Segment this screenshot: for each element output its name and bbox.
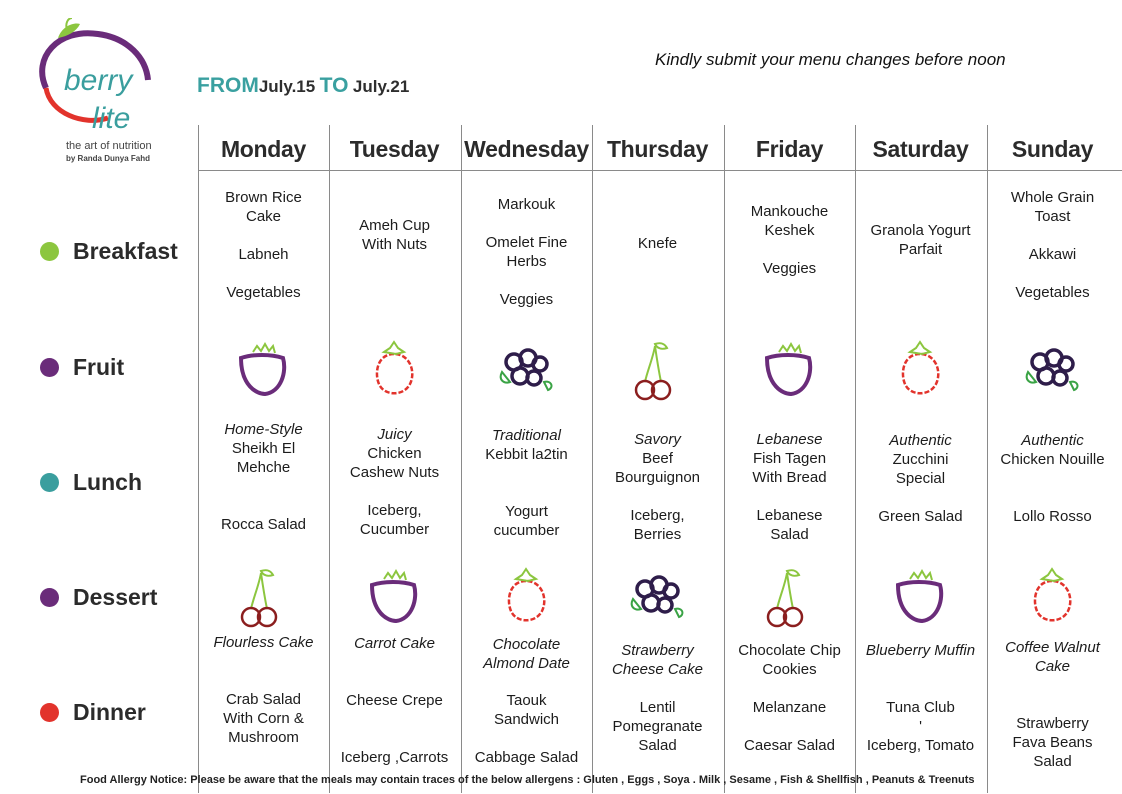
menu-item-line: Cheese Crepe bbox=[346, 692, 443, 709]
menu-item-line: Veggies bbox=[762, 260, 817, 277]
menu-item-style: Flourless Cake bbox=[213, 634, 314, 651]
plum-icon bbox=[757, 338, 821, 407]
dinner-cell bbox=[987, 714, 1118, 771]
menu-item-line: cucumber bbox=[493, 522, 560, 539]
menu-item-line: Tuna Club bbox=[886, 699, 955, 716]
meal-dot bbox=[40, 703, 59, 722]
dinner-cell bbox=[329, 691, 460, 767]
menu-item-line: Salad bbox=[770, 526, 809, 543]
menu-item-line: Veggies bbox=[499, 291, 554, 308]
meal-lunch bbox=[40, 467, 142, 497]
blueberries-icon bbox=[1020, 338, 1084, 407]
menu-item-line: Salad bbox=[638, 737, 677, 754]
menu-item-line: Rocca Salad bbox=[220, 516, 307, 533]
day-header-thursday: Thursday bbox=[606, 136, 709, 162]
dessert-cell bbox=[724, 641, 855, 679]
menu-item-line: Toast bbox=[1034, 208, 1071, 225]
dinner-cell bbox=[198, 690, 329, 747]
menu-item-line: Cashew Nuts bbox=[349, 464, 440, 481]
menu-item-line: Omelet Fine bbox=[485, 234, 568, 251]
menu-item-style: Home-Style bbox=[224, 421, 303, 438]
plum-icon bbox=[231, 338, 295, 407]
meal-dot bbox=[40, 588, 59, 607]
breakfast-cell bbox=[987, 188, 1118, 302]
menu-item-line: Green Salad bbox=[878, 508, 963, 525]
menu-item-line: Lentil bbox=[639, 699, 676, 716]
header-divider bbox=[198, 170, 1122, 171]
menu-item-line: With Corn & bbox=[223, 710, 304, 727]
menu-item-style: Authentic bbox=[889, 432, 952, 449]
menu-item-line bbox=[724, 717, 855, 736]
plum-icon bbox=[362, 565, 426, 634]
svg-text:lite: lite bbox=[92, 102, 131, 135]
menu-item-line: Crab Salad bbox=[225, 691, 302, 708]
raspberry-icon bbox=[1020, 565, 1084, 634]
menu-item-style: Strawberry bbox=[621, 642, 694, 659]
meal-label: Fruit bbox=[73, 353, 125, 380]
menu-item-line: Markouk bbox=[497, 196, 556, 213]
menu-item-line: With Nuts bbox=[361, 236, 427, 253]
day-header-sunday: Sunday bbox=[1011, 136, 1094, 162]
menu-item-style: Savory bbox=[634, 431, 681, 448]
meal-label: Dessert bbox=[73, 583, 158, 610]
menu-item-style: Cake bbox=[1034, 658, 1071, 675]
meal-dot bbox=[40, 242, 59, 261]
menu-item-line: Cookies bbox=[762, 661, 817, 678]
lunch-cell bbox=[987, 431, 1118, 526]
menu-item-line bbox=[198, 496, 329, 515]
menu-item-line: Cabbage Salad bbox=[474, 749, 579, 766]
menu-item-line: Vegetables bbox=[1015, 284, 1090, 301]
date-range bbox=[197, 74, 409, 98]
raspberry-icon bbox=[362, 338, 426, 407]
menu-item-line: Mushroom bbox=[228, 729, 299, 746]
meal-label: Lunch bbox=[73, 468, 142, 495]
menu-item-line: Labneh bbox=[238, 246, 289, 263]
dinner-cell bbox=[592, 698, 723, 755]
menu-item-style: Juicy bbox=[377, 426, 412, 443]
menu-item-line bbox=[987, 264, 1118, 283]
day-header-friday: Friday bbox=[755, 136, 824, 162]
svg-text:berry: berry bbox=[64, 64, 133, 97]
meal-fruit bbox=[40, 352, 124, 382]
cherry-icon bbox=[231, 565, 295, 634]
meal-label: Dinner bbox=[73, 698, 146, 725]
menu-item-line bbox=[987, 226, 1118, 245]
menu-item-line: Zucchini bbox=[892, 451, 949, 468]
menu-item-line: Cake bbox=[245, 208, 282, 225]
meal-dot bbox=[40, 358, 59, 377]
meal-dinner bbox=[40, 697, 146, 727]
dinner-cell bbox=[855, 698, 986, 755]
menu-item-line bbox=[198, 226, 329, 245]
menu-item-line bbox=[198, 264, 329, 283]
menu-item-line: Parfait bbox=[898, 241, 943, 258]
menu-item-line bbox=[461, 464, 592, 483]
menu-item-line: Yogurt bbox=[505, 503, 548, 520]
meal-breakfast bbox=[40, 236, 178, 266]
menu-item-style: Chocolate bbox=[492, 636, 561, 653]
lunch-cell bbox=[461, 426, 592, 540]
menu-item-style: Cheese Cake bbox=[612, 661, 703, 678]
menu-item-line: Beef bbox=[642, 450, 673, 467]
meal-dot bbox=[40, 473, 59, 492]
meal-dessert bbox=[40, 582, 157, 612]
menu-item-line: Kebbit la2tin bbox=[485, 446, 568, 463]
menu-item-line: Iceberg ,Carrots bbox=[340, 749, 449, 766]
allergy-notice: Food Allergy Notice: Please be aware that the meals may contain traces of the below allergens : Gluten , Eggs , Soya . Milk , Sesame , Fish & Shellfish , Peanuts & Treenuts bbox=[80, 774, 975, 786]
menu-item-line: Whole Grain bbox=[1010, 189, 1095, 206]
berry-lite-logo bbox=[28, 18, 168, 140]
menu-item-line: Sandwich bbox=[493, 711, 560, 728]
cherry-icon bbox=[757, 565, 821, 634]
dessert-cell bbox=[855, 641, 986, 660]
day-header-tuesday: Tuesday bbox=[349, 136, 440, 162]
menu-item-line: Chicken bbox=[367, 445, 422, 462]
menu-item-line: Pomegranate bbox=[612, 718, 703, 735]
menu-item-line bbox=[329, 482, 460, 501]
menu-item-line: Iceberg, bbox=[367, 502, 422, 519]
menu-item-line bbox=[987, 488, 1118, 507]
menu-item-line: Herbs bbox=[506, 253, 547, 270]
dinner-cell bbox=[461, 691, 592, 767]
menu-item-line bbox=[724, 240, 855, 259]
menu-item-style: Coffee Walnut bbox=[1005, 639, 1100, 656]
raspberry-icon bbox=[888, 338, 952, 407]
day-header-wednesday: Wednesday bbox=[464, 136, 589, 162]
raspberry-icon bbox=[494, 565, 558, 634]
lunch-cell bbox=[855, 431, 986, 526]
menu-item-line bbox=[592, 487, 723, 506]
menu-item-line bbox=[724, 487, 855, 506]
menu-item-line bbox=[855, 488, 986, 507]
cherry-icon bbox=[625, 338, 689, 407]
dessert-cell bbox=[198, 633, 329, 652]
menu-item-line: Melanzane bbox=[752, 699, 827, 716]
dessert-cell bbox=[329, 634, 460, 653]
dessert-cell bbox=[987, 638, 1118, 676]
menu-item-line: Taouk bbox=[506, 692, 547, 709]
menu-item-line: Cucumber bbox=[359, 521, 430, 538]
menu-item-line: Lebanese bbox=[756, 507, 823, 524]
menu-item-line: ' bbox=[919, 718, 922, 735]
day-header-monday: Monday bbox=[220, 136, 307, 162]
menu-item-line bbox=[461, 483, 592, 502]
menu-item-line bbox=[198, 477, 329, 496]
breakfast-cell bbox=[592, 234, 723, 253]
menu-item-line: Ameh Cup bbox=[359, 217, 430, 234]
blueberries-icon bbox=[625, 565, 689, 634]
menu-item-style: Traditional bbox=[492, 427, 561, 444]
menu-item-style: Blueberry Muffin bbox=[865, 642, 976, 659]
to-label: TO bbox=[319, 74, 349, 97]
menu-item-line: Bourguignon bbox=[614, 469, 701, 486]
menu-item-line bbox=[329, 729, 460, 748]
from-date: July.15 bbox=[258, 77, 316, 96]
menu-item-style: Authentic bbox=[1021, 432, 1084, 449]
menu-item-line: Chicken Nouille bbox=[1000, 451, 1105, 468]
menu-item-line: Mankouche bbox=[750, 203, 829, 220]
menu-item-line: Granola Yogurt bbox=[870, 222, 971, 239]
menu-item-line: Salad bbox=[1033, 753, 1072, 770]
breakfast-cell bbox=[855, 221, 986, 259]
breakfast-cell bbox=[329, 216, 460, 254]
menu-item-line: With Bread bbox=[752, 469, 827, 486]
to-date: July.21 bbox=[352, 77, 410, 96]
menu-item-line: Chocolate Chip bbox=[738, 642, 841, 659]
menu-item-line: Vegetables bbox=[226, 284, 301, 301]
menu-item-line: Iceberg, Tomato bbox=[866, 737, 975, 754]
menu-item-line bbox=[461, 214, 592, 233]
menu-item-line: Strawberry bbox=[1016, 715, 1089, 732]
dinner-cell bbox=[724, 698, 855, 755]
menu-item-style: Carrot Cake bbox=[354, 635, 435, 652]
dessert-cell bbox=[592, 641, 723, 679]
plum-icon bbox=[888, 565, 952, 634]
menu-item-line bbox=[987, 469, 1118, 488]
submission-notice: Kindly submit your menu changes before noon bbox=[655, 50, 1006, 69]
menu-item-line: Knefe bbox=[637, 235, 678, 252]
menu-item-line bbox=[461, 729, 592, 748]
menu-item-style: Almond Date bbox=[483, 655, 570, 672]
lunch-cell bbox=[329, 425, 460, 539]
blueberries-icon bbox=[494, 338, 558, 407]
meal-label: Breakfast bbox=[73, 237, 178, 264]
menu-item-line: Brown Rice bbox=[225, 189, 302, 206]
breakfast-cell bbox=[198, 188, 329, 302]
menu-item-line: Fish Tagen bbox=[752, 450, 827, 467]
menu-item-line: Lollo Rosso bbox=[1013, 508, 1092, 525]
lunch-cell bbox=[724, 430, 855, 544]
breakfast-cell bbox=[461, 195, 592, 309]
from-label: FROM bbox=[197, 74, 259, 97]
menu-item-line: Akkawi bbox=[1028, 246, 1077, 263]
dessert-cell bbox=[461, 635, 592, 673]
menu-item-line bbox=[329, 710, 460, 729]
menu-item-line: Iceberg, bbox=[630, 507, 685, 524]
day-header-saturday: Saturday bbox=[872, 136, 969, 162]
menu-item-line: Caesar Salad bbox=[744, 737, 835, 754]
menu-item-line: Keshek bbox=[764, 222, 815, 239]
menu-item-line: Mehche bbox=[236, 459, 291, 476]
lunch-cell bbox=[592, 430, 723, 544]
menu-item-line bbox=[461, 271, 592, 290]
menu-item-style: Lebanese bbox=[756, 431, 823, 448]
menu-item-line: Berries bbox=[633, 526, 682, 543]
menu-item-line: Fava Beans bbox=[1012, 734, 1093, 751]
menu-item-line: Sheikh El bbox=[231, 440, 296, 457]
breakfast-cell bbox=[724, 202, 855, 278]
brand-byline: by Randa Dunya Fahd bbox=[66, 154, 151, 163]
brand-tagline: the art of nutrition bbox=[66, 140, 152, 152]
menu-item-line: Special bbox=[895, 470, 946, 487]
lunch-cell bbox=[198, 420, 329, 534]
